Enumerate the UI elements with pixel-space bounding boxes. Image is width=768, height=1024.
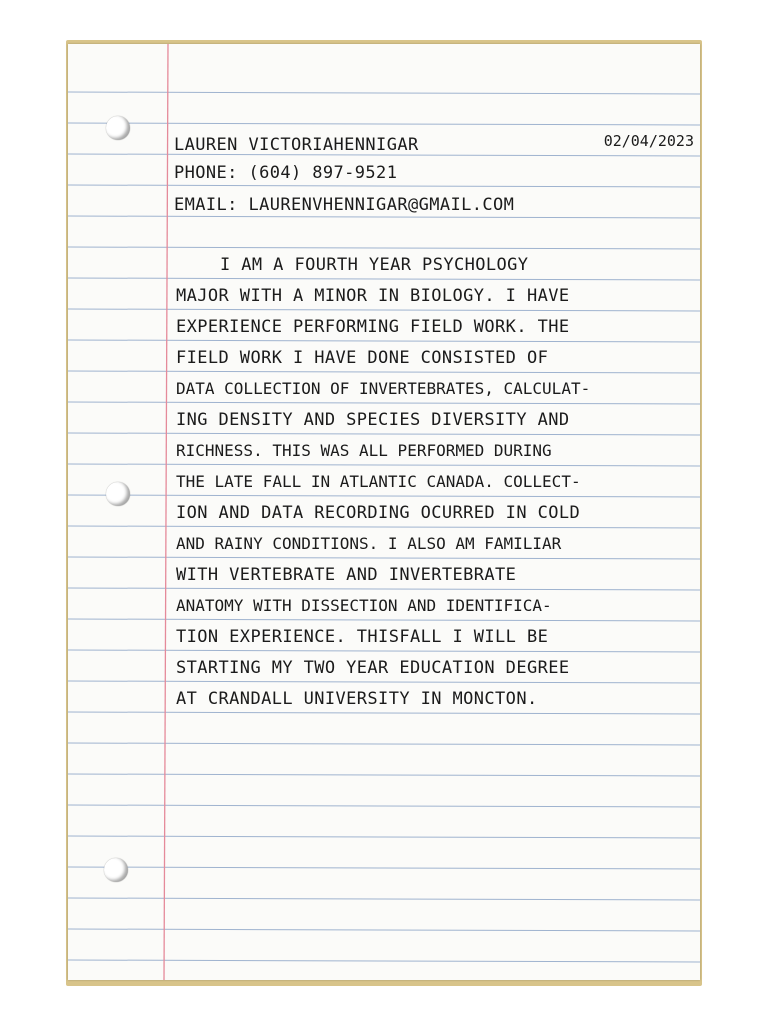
body-line: ION AND DATA RECORDING OCURRED IN COLD [176,503,581,523]
body-line: ING DENSITY AND SPECIES DIVERSITY AND [176,410,570,430]
body-line: STARTING MY TWO YEAR EDUCATION DEGREE [176,658,570,678]
email-line: EMAIL: LAURENVHENNIGAR@GMAIL.COM [174,195,515,215]
rule-line [68,402,700,404]
rule-line [68,836,700,838]
body-line: EXPERIENCE PERFORMING FIELD WORK. THE [176,317,570,337]
rule-line [68,619,700,621]
rule-line [68,123,700,125]
body-line: RICHNESS. THIS WAS ALL PERFORMED DURING [176,441,552,460]
punch-hole-bottom [104,858,128,882]
rule-line [68,340,700,342]
rule-line [68,433,700,435]
rule-line [68,371,700,373]
body-line: MAJOR WITH A MINOR IN BIOLOGY. I HAVE [176,286,570,306]
rule-line [68,898,700,900]
body-line: AND RAINY CONDITIONS. I ALSO AM FAMILIAR [176,534,562,553]
rule-line [68,92,700,94]
body-line: AT CRANDALL UNIVERSITY IN MONCTON. [176,689,538,709]
body-line: ANATOMY WITH DISSECTION AND IDENTIFICA- [176,596,552,615]
rule-line [68,526,700,528]
rule-line [68,960,700,962]
rule-line [68,464,700,466]
rule-line [68,309,700,311]
body-line: TION EXPERIENCE. THISFALL I WILL BE [176,627,549,647]
body-line: I AM A FOURTH YEAR PSYCHOLOGY [220,255,529,275]
rule-line [68,650,700,652]
rule-line [68,185,700,187]
rule-line [68,743,700,745]
rule-line [68,774,700,776]
rule-line [68,495,700,497]
punch-hole-top [106,116,130,140]
rule-line [68,278,700,280]
body-line: DATA COLLECTION OF INVERTEBRATES, CALCULAT- [176,379,591,398]
rule-line [68,867,700,869]
name-line [174,134,419,156]
phone-line: PHONE: (604) 897-9521 [174,163,398,183]
body-line: THE LATE FALL IN ATLANTIC CANADA. COLLECT- [176,472,581,491]
rule-line [68,805,700,807]
body-line: WITH VERTEBRATE AND INVERTEBRATE [176,565,517,585]
margin-line [164,44,168,980]
date-text: 02/04/2023 [603,132,694,150]
rule-line [68,247,700,249]
rule-line [68,557,700,559]
rule-line [68,929,700,931]
rule-line [68,681,700,683]
rule-line [68,216,700,218]
author-name: LAUREN VICTORIAHENNIGAR [174,135,419,155]
rule-line [68,712,700,714]
lined-paper-sheet [68,44,700,980]
punch-hole-middle [106,482,130,506]
body-line: FIELD WORK I HAVE DONE CONSISTED OF [176,348,549,368]
rule-line [68,588,700,590]
